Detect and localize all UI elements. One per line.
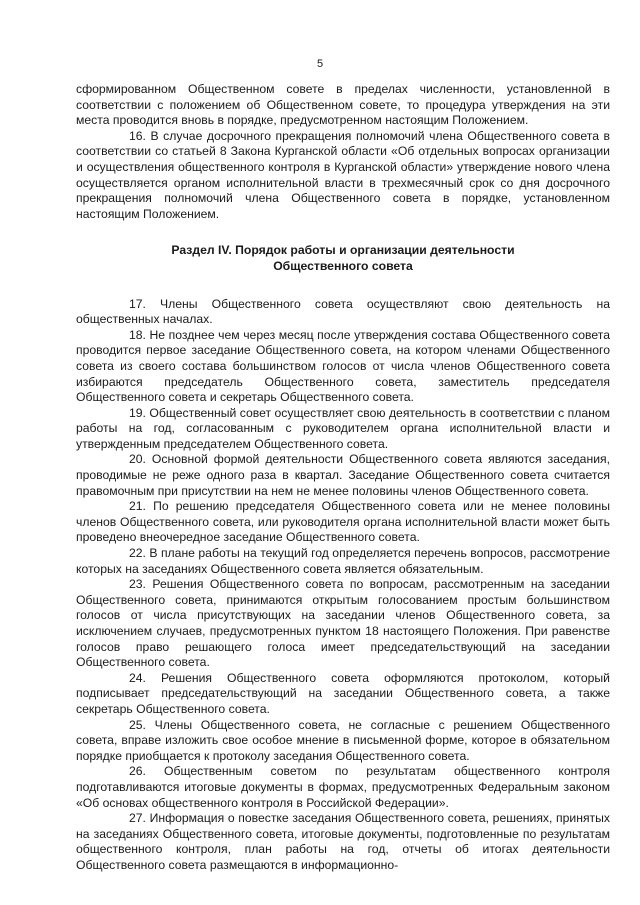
paragraphs-before-heading [76,82,610,222]
paragraph: 16. В случае досрочного прекращения полномочий члена Общественного совета в соответствии со статьей 8 Закона Курганской области «Об отдельных вопросах организации и осуществления общественного контроля в Курганской области» утверждение нового члена осуществляется органом исполнительной власти в трехмесячный срок со дня досрочного прекращения полномочий члена Общественного совета в порядке, установленном настоящим Положением. [76,128,610,221]
paragraph: 20. Основной формой деятельности Общественного совета являются заседания, проводимые не реже одного раза в квартал. Заседание Общественного совета считается правомочным при присутствии на нем не менее половины членов Общественного совета. [76,452,610,498]
paragraphs-after-heading [76,297,610,874]
section-heading-line-2: Общественного совета [273,258,413,273]
section-heading [76,243,610,274]
paragraph: 25. Члены Общественного совета, не согласные с решением Общественного совета, вправе изложить свое особое мнение в письменной форме, которое в обязательном порядке приобщается к протоколу заседания Общественного совета. [76,717,610,763]
section-heading-line-1: Раздел IV. Порядок работы и организации деятельности [171,243,515,258]
paragraph: 18. Не позднее чем через месяц после утверждения состава Общественного совета проводится первое заседание Общественного совета, на котором членами Общественного совета из своего состава большинством голосов от числа членов Общественного совета избираются председатель Общественного совета, заместитель председателя Общественного совета и секретарь Общественного совета. [76,327,610,405]
document-body [76,82,610,874]
paragraph: 27. Информация о повестке заседания Общественного совета, решениях, принятых на заседаниях Общественного совета, итоговые документы, подготовленные по результатам общественного контроля, план работы на год, отчеты об итогах деятельности Общественного совета размещаются в информационно- [76,811,610,872]
paragraph: 26. Общественным советом по результатам общественного контроля подготавливаются итоговые документы в формах, предусмотренных Федеральным законом «Об основах общественного контроля в Российской Федерации». [76,764,610,810]
paragraph: 22. В плане работы на текущий год определяется перечень вопросов, рассмотрение которых на заседаниях Общественного совета является обязательным. [76,546,610,576]
paragraph: 23. Решения Общественного совета по вопросам, рассмотренным на заседании Общественного совета, принимаются открытым голосованием простым большинством голосов от числа присутствующих на заседании членов Общественного совета, за исключением случаев, предусмотренных пунктом 18 настоящего Положения. При равенстве голосов право решающего голоса имеет председательствующий на заседании Общественного совета. [76,577,610,670]
paragraph: 17. Члены Общественного совета осуществляют свою деятельность на общественных началах. [76,296,610,327]
paragraph: 24. Решения Общественного совета оформляются протоколом, который подписывает председательствующий на заседании Общественного совета, а также секретарь Общественного совета. [76,670,610,716]
paragraph: сформированном Общественном совете в пределах численности, установленной в соответствии с положением об Общественном совете, то процедура утверждения на эти места проводится вновь в порядке, предусмотренном настоящим Положением. [76,82,610,128]
paragraph: 19. Общественный совет осуществляет свою деятельность в соответствии с планом работы на год, согласованным с руководителем органа исполнительной власти и утвержденным председателем Общественного совета. [76,405,610,451]
page-number: 5 [316,58,324,70]
paragraph: 21. По решению председателя Общественного совета или не менее половины членов Общественного совета, или руководителя органа исполнительной власти может быть проведено внеочередное заседание Общественного совета. [76,499,610,545]
